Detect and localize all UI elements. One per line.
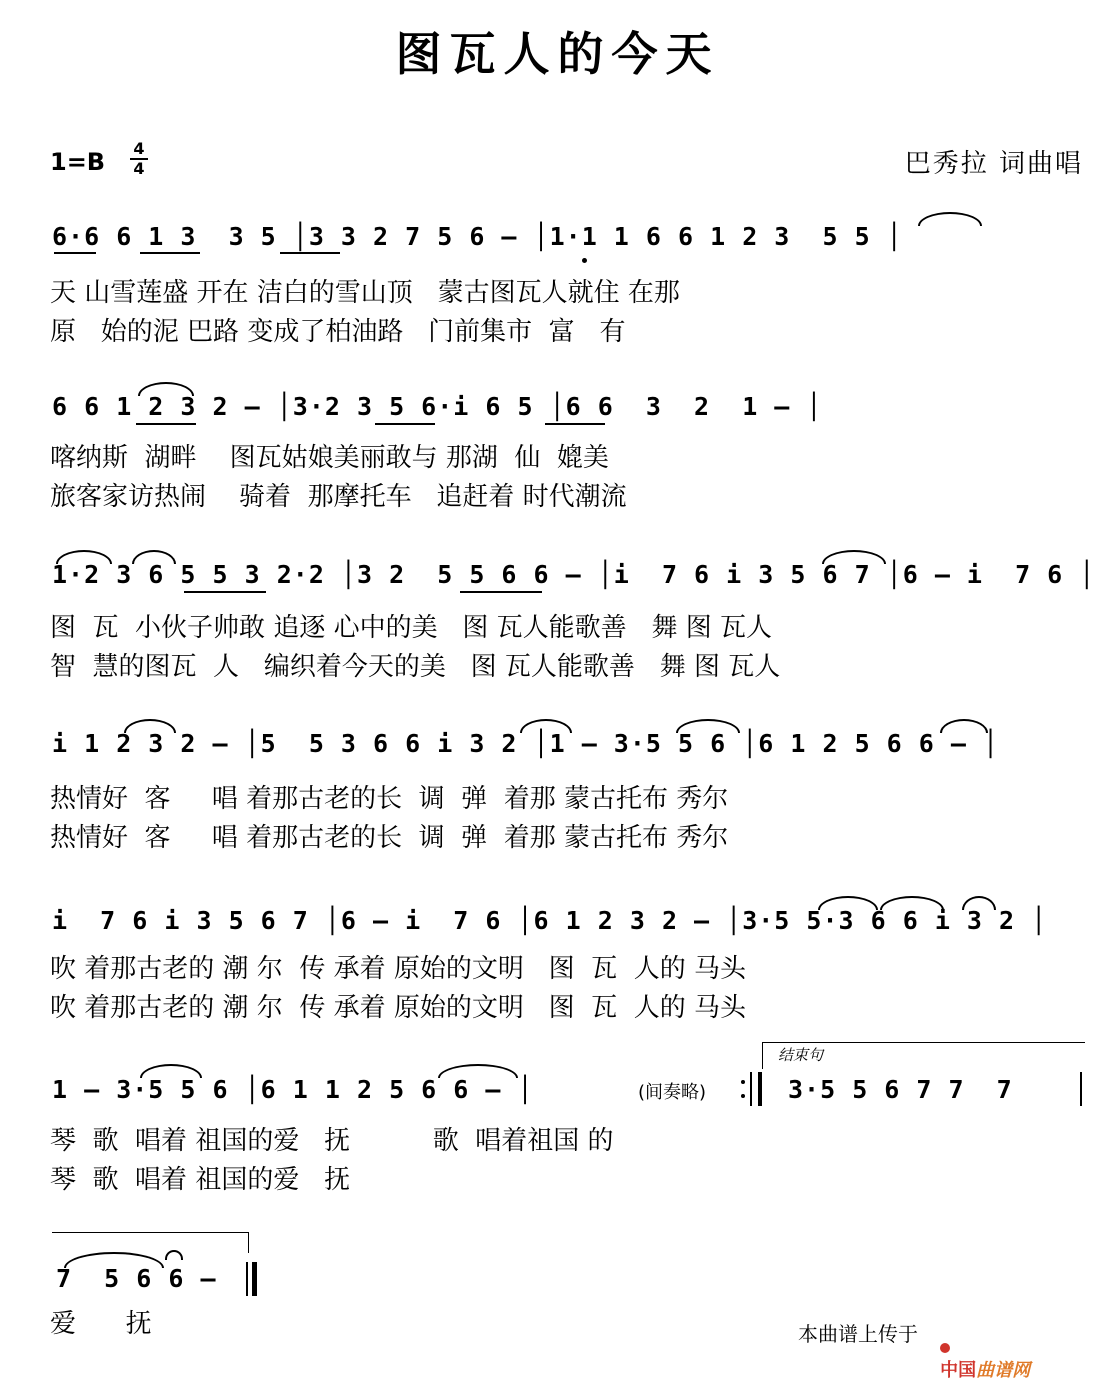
- repeat-barline: [750, 1072, 752, 1106]
- slur: [918, 212, 982, 226]
- coda-notation: 3·5 5 6 7 7 7: [788, 1075, 1013, 1104]
- slur: [56, 550, 112, 564]
- slur: [140, 1064, 202, 1078]
- notation-line-1: 6·6 6 1 3 3 5 │3 3 2 7 5 6 – │1·1 1 6 6 1 2 3 5 5 │: [52, 222, 903, 251]
- lyric-line-4-verse-1: 热情好 客 唱 着那古老的长 调 弹 着那 蒙古托布 秀尔: [50, 784, 729, 814]
- slur: [132, 550, 176, 564]
- slur: [818, 896, 878, 910]
- watermark-logo-text: 中国: [940, 1360, 977, 1381]
- slur: [124, 719, 176, 733]
- time-signature: [128, 140, 150, 178]
- coda-bracket-end: [52, 1232, 249, 1253]
- lyric-line-1-verse-2: 原 始的泥 巴路 变成了柏油路 门前集市 富 有: [50, 317, 626, 347]
- watermark-logo-text-2: 曲谱网: [976, 1360, 1031, 1381]
- lyric-line-3-verse-2: 智 慧的图瓦 人 编织着今天的美 图 瓦人能歌善 舞 图 瓦人: [50, 652, 781, 682]
- slur: [940, 719, 988, 733]
- underline: [140, 252, 200, 254]
- lyric-line-3-verse-1: 图 瓦 小伙子帅敢 追逐 心中的美 图 瓦人能歌善 舞 图 瓦人: [50, 613, 772, 643]
- logo-icon: [940, 1343, 950, 1353]
- slur: [64, 1252, 164, 1268]
- lyric-line-5-verse-1: 吹 着那古老的 潮 尔 传 承着 原始的文明 图 瓦 人的 马头: [50, 954, 746, 984]
- lyric-line-7: 爱 抚: [50, 1309, 152, 1339]
- low-octave-dot: [582, 258, 587, 263]
- repeat-dot: [741, 1094, 745, 1098]
- underline: [184, 591, 266, 593]
- lyric-line-6-verse-2: 琴 歌 唱着 祖国的爱 抚: [50, 1165, 351, 1195]
- lyric-line-1-verse-1: 天 山雪莲盛 开在 洁白的雪山顶 蒙古图瓦人就住 在那: [50, 278, 680, 308]
- watermark-logo: [930, 1318, 1030, 1382]
- lyric-line-6-verse-1: 琴 歌 唱着 祖国的爱 抚 歌 唱着祖国 的: [50, 1126, 614, 1156]
- song-title: 图瓦人的今天: [395, 27, 720, 81]
- slur: [520, 719, 572, 733]
- final-barline: [246, 1262, 248, 1296]
- notation-line-4: i 1 2 3 2 – │5 5 3 6 6 i 3 2 │1 – 3·5 5 6 │6 1 2 5 6 6 – │: [52, 729, 1000, 758]
- notation-line-7: 7 5 6 6 –: [56, 1264, 217, 1293]
- lyric-line-4-verse-2: 热情好 客 唱 着那古老的长 调 弹 着那 蒙古托布 秀尔: [50, 823, 729, 853]
- time-signature-bottom: 4: [133, 159, 145, 178]
- key-signature: 1=B: [50, 148, 106, 176]
- notation-line-2: 6 6 1 2 3 2 – │3·2 3 5 6·i 6 5 │6 6 3 2 1 – │: [52, 392, 823, 421]
- underline: [136, 423, 196, 425]
- underline: [375, 423, 435, 425]
- slur: [822, 550, 886, 564]
- slur: [138, 382, 194, 396]
- notation-line-6: 1 – 3·5 5 6 │6 1 1 2 5 6 6 – │: [52, 1075, 534, 1104]
- notation-line-5: i 7 6 i 3 5 6 7 │6 – i 7 6 │6 1 2 3 2 – │3·5 5·3 6 6 i 3 2 │: [52, 906, 1048, 935]
- watermark-text: 本曲谱上传于: [798, 1322, 918, 1346]
- notation-line-3: 1·2 3 6 5 5 3 2·2 │3 2 5 5 6 6 – │i 7 6 i 3 5 6 7 │6 – i 7 6 │: [52, 560, 1096, 589]
- slur: [676, 719, 740, 733]
- lyric-line-5-verse-2: 吹 着那古老的 潮 尔 传 承着 原始的文明 图 瓦 人的 马头: [50, 993, 746, 1023]
- interlude-note: (间奏略): [638, 1082, 707, 1103]
- underline: [54, 252, 96, 254]
- underline: [545, 423, 605, 425]
- underline: [460, 591, 542, 593]
- slur: [880, 896, 944, 910]
- slur: [438, 1064, 518, 1078]
- barline: [1080, 1072, 1082, 1106]
- underline: [280, 252, 340, 254]
- lyric-line-2-verse-1: 喀纳斯 湖畔 图瓦姑娘美丽敢与 那湖 仙 媲美: [50, 443, 609, 473]
- lyric-line-2-verse-2: 旅客家访热闹 骑着 那摩托车 追赶着 时代潮流: [50, 482, 627, 512]
- final-barline-thick: [252, 1262, 257, 1296]
- repeat-dot: [741, 1080, 745, 1084]
- repeat-barline-thick: [758, 1072, 762, 1106]
- coda-label: 结束句: [778, 1046, 824, 1064]
- composer-credit: 巴秀拉 词曲唱: [904, 149, 1083, 179]
- slur: [962, 896, 996, 910]
- time-signature-top: 4: [133, 139, 145, 158]
